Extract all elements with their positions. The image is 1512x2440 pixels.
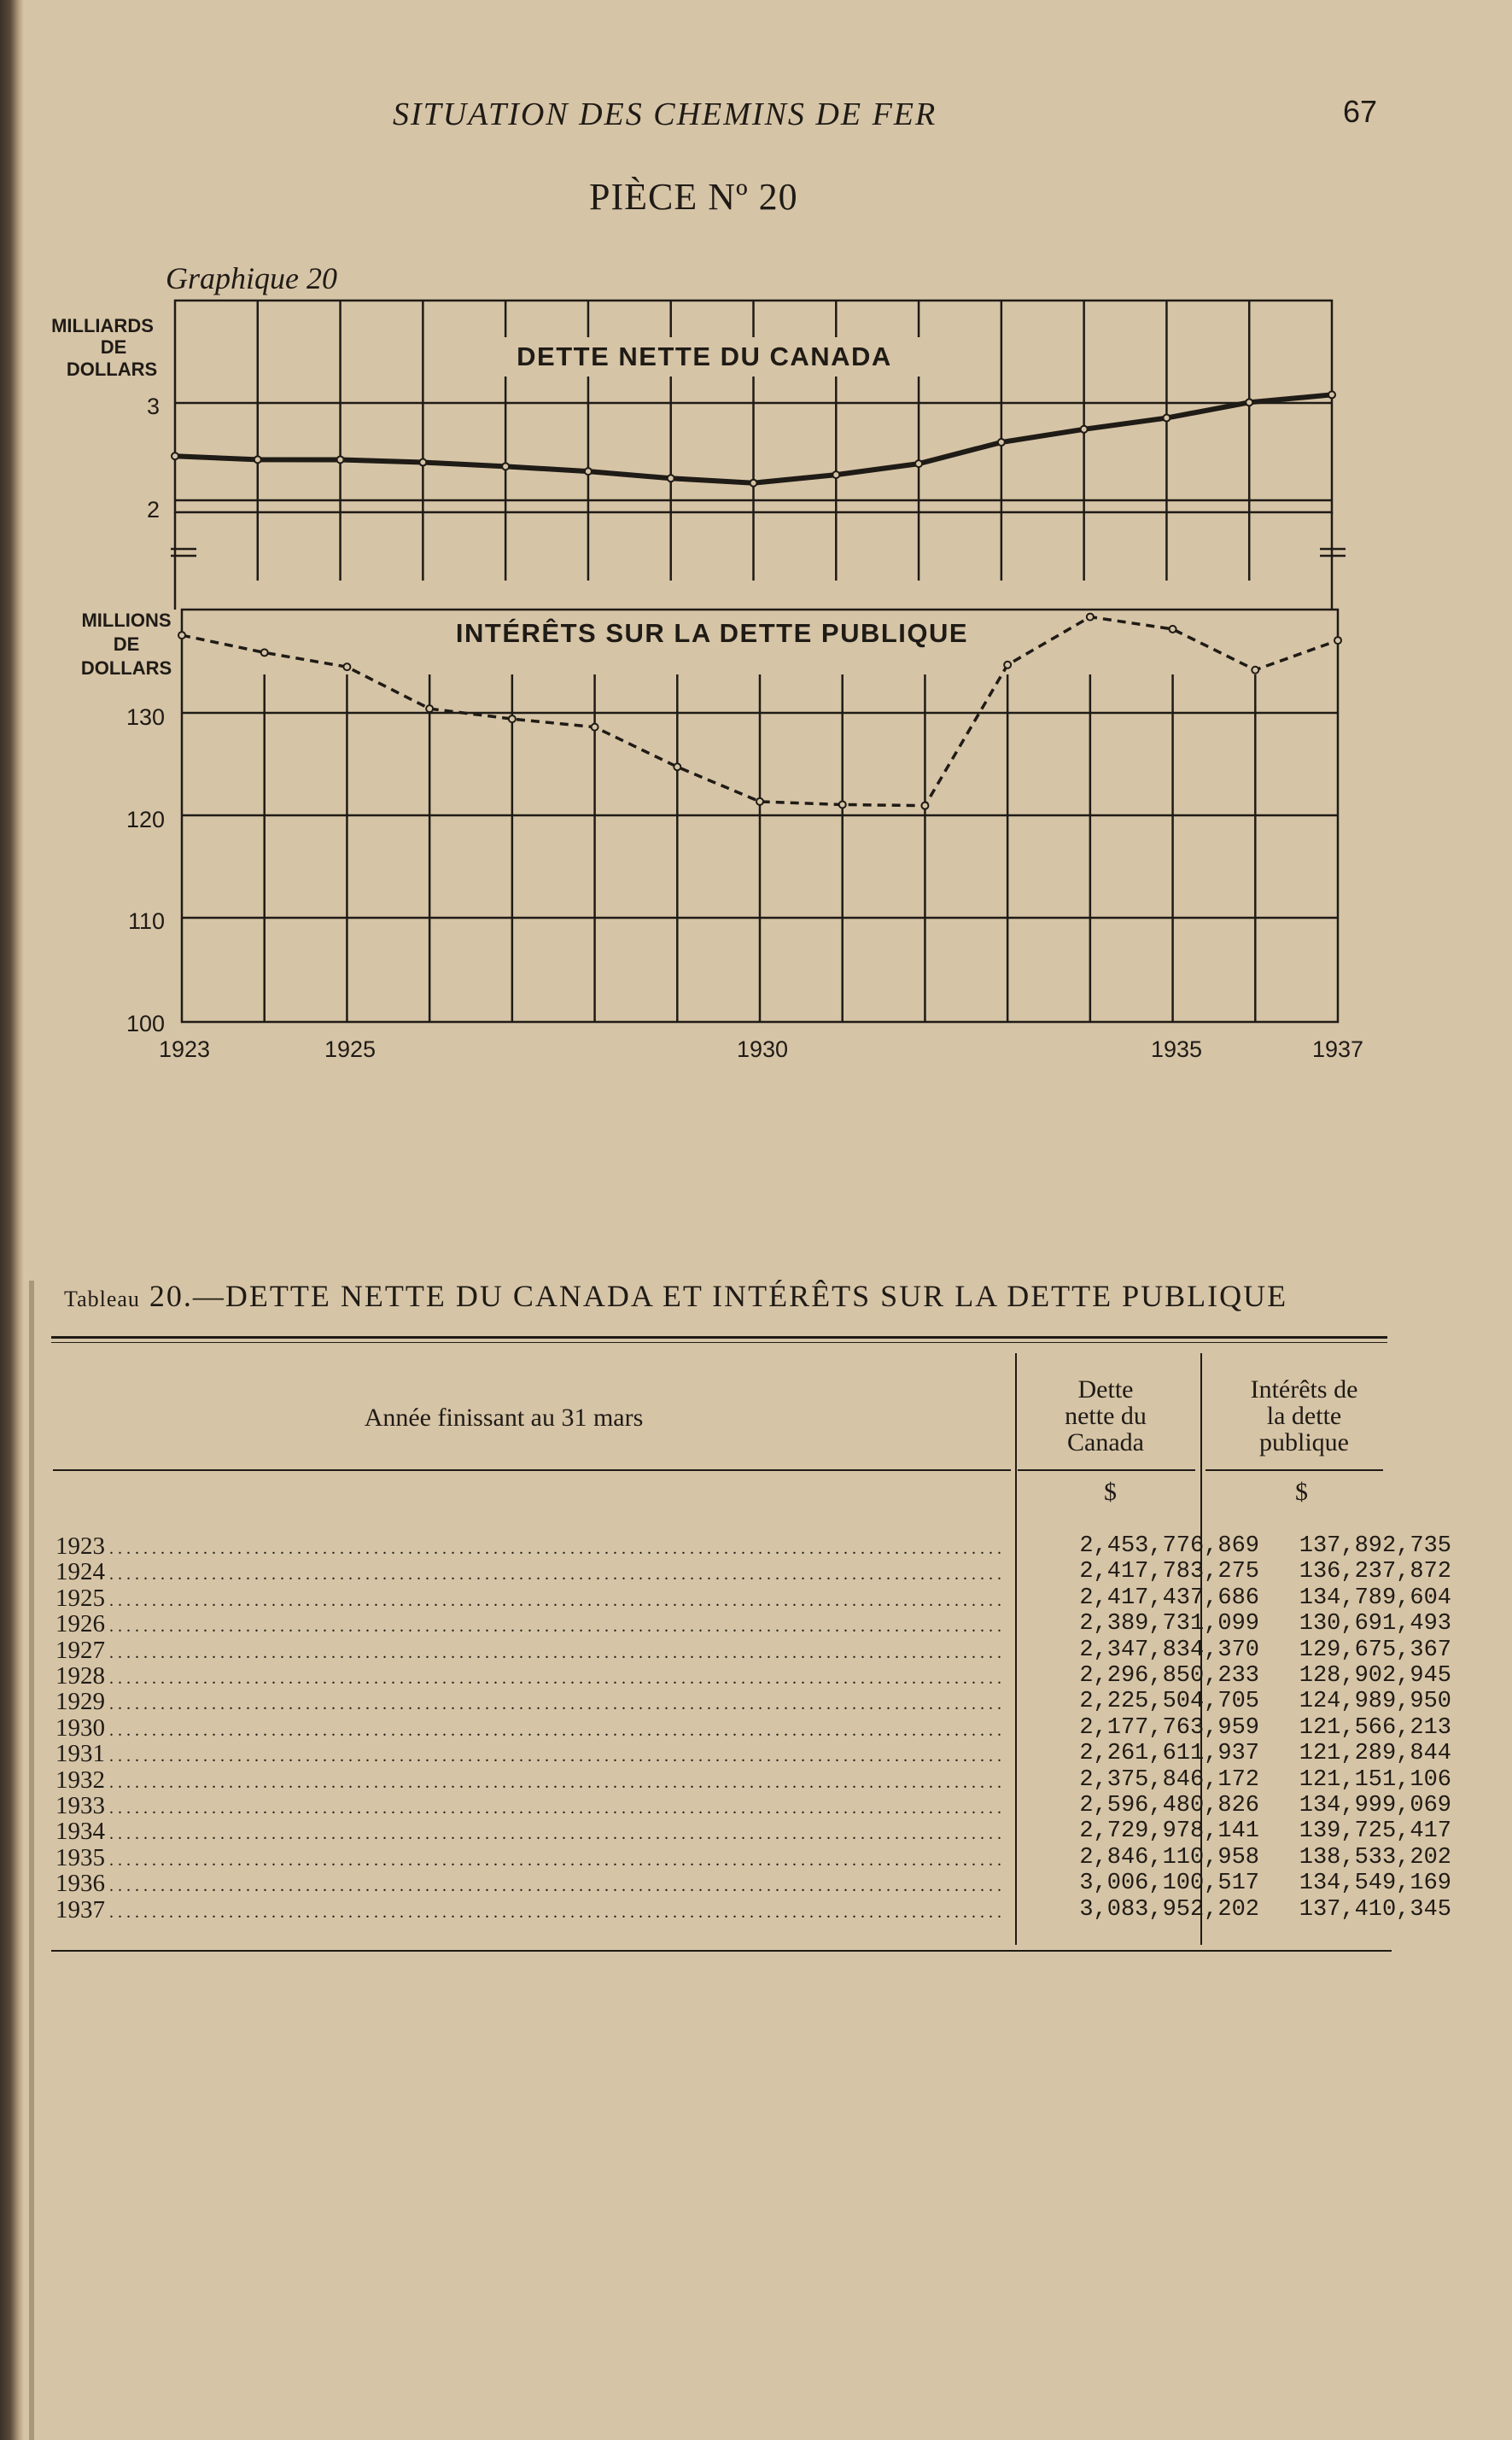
- row-dette: 3,006,100,517: [1079, 1871, 1259, 1897]
- series-interets-point: [839, 801, 846, 808]
- series-dette-point: [172, 452, 178, 459]
- lower-ylabel-line1: MILLIONS: [81, 610, 172, 631]
- row-interets: 130,691,493: [1299, 1611, 1451, 1637]
- xtick-1935: 1935: [1150, 1036, 1203, 1062]
- upper-ytick-2: 2: [146, 497, 160, 522]
- row-interets: 129,675,367: [1299, 1637, 1451, 1663]
- series-interets-point: [178, 632, 185, 639]
- row-interets: 139,725,417: [1299, 1818, 1451, 1845]
- chart-caption: Graphique 20: [166, 261, 337, 295]
- row-dette: 2,347,834,370: [1079, 1637, 1259, 1663]
- lower-ylabel-line3: DOLLARS: [80, 657, 172, 679]
- series-dette-point: [419, 459, 426, 466]
- header-interets-line2: la dette: [1266, 1402, 1342, 1430]
- series-interets-point: [756, 798, 763, 805]
- lower-ylabel-line2: DE: [113, 633, 140, 655]
- header-dette-line3: Canada: [1067, 1428, 1144, 1456]
- series-dette-point: [502, 463, 509, 470]
- row-interets: 134,549,169: [1299, 1871, 1451, 1897]
- row-year: 1926 . . .: [55, 1611, 1003, 1640]
- page-number: 67: [1343, 94, 1378, 129]
- series-dette-point: [1328, 391, 1335, 398]
- upper-ylabel-line3: DOLLARS: [66, 359, 158, 380]
- row-year: 1930 . . .: [55, 1715, 1003, 1744]
- table-top-rule-2: [51, 1342, 1387, 1343]
- running-head: SITUATION DES CHEMINS DE FER: [393, 96, 937, 132]
- row-dette: 2,729,978,141: [1079, 1818, 1259, 1845]
- lower-ytick-130: 130: [126, 704, 165, 730]
- series-dette-point: [832, 471, 839, 478]
- series-dette-point: [750, 480, 757, 487]
- series-dette-point: [585, 468, 592, 475]
- row-dette: 2,375,846,172: [1079, 1766, 1259, 1793]
- table-title: [64, 1278, 1287, 1314]
- series-interets-point: [343, 663, 350, 670]
- row-dette: 2,261,611,937: [1079, 1741, 1259, 1767]
- xtick-1923: 1923: [158, 1036, 211, 1062]
- series-interets-point: [1252, 667, 1258, 674]
- upper-ytick-3: 3: [146, 394, 160, 419]
- series-dette-point: [254, 456, 261, 463]
- table-top-rule: [51, 1336, 1387, 1339]
- series-interets-point: [674, 763, 680, 770]
- row-interets: 134,789,604: [1299, 1585, 1451, 1611]
- row-year: 1924 . . .: [55, 1559, 1003, 1588]
- xtick-1925: 1925: [324, 1036, 377, 1062]
- row-dette: 2,177,763,959: [1079, 1714, 1259, 1741]
- series-interets-point: [509, 715, 516, 722]
- xtick-1937: 1937: [1311, 1036, 1364, 1062]
- row-interets: 121,289,844: [1299, 1741, 1451, 1767]
- row-dette: 2,417,437,686: [1079, 1585, 1259, 1611]
- row-dette: 2,389,731,099: [1079, 1611, 1259, 1637]
- row-year: 1925 . . .: [55, 1585, 1003, 1614]
- row-year: 1923 . . .: [55, 1533, 1003, 1562]
- series-interets-point: [1087, 614, 1094, 621]
- row-year: 1934 . . .: [55, 1818, 1003, 1848]
- lower-panel-title: INTÉRÊTS SUR LA DETTE PUBLIQUE: [455, 618, 969, 648]
- row-year: 1935 . . .: [55, 1845, 1003, 1874]
- row-dette: 2,596,480,826: [1079, 1793, 1259, 1818]
- row-dette: 2,846,110,958: [1079, 1844, 1259, 1871]
- row-interets: 137,892,735: [1299, 1533, 1451, 1559]
- unit-dette: $: [1104, 1478, 1117, 1506]
- row-interets: 128,902,945: [1299, 1663, 1451, 1689]
- row-dette: 2,296,850,233: [1079, 1663, 1259, 1689]
- header-bottom-rule-mid: [1018, 1469, 1195, 1471]
- header-interets-line1: Intérêts de: [1250, 1375, 1358, 1404]
- row-dette: 2,225,504,705: [1079, 1689, 1259, 1715]
- header-dette-line1: Dette: [1077, 1375, 1134, 1404]
- series-dette-point: [1163, 415, 1170, 422]
- series-interets-point: [426, 705, 433, 712]
- series-dette-point: [668, 475, 674, 482]
- upper-ylabel-line1: MILLIARDS: [51, 315, 154, 336]
- piece-title: PIÈCE Nº 20: [589, 176, 798, 218]
- series-interets-point: [1334, 637, 1341, 644]
- row-dette: 2,417,783,275: [1079, 1559, 1259, 1585]
- series-dette-point: [915, 460, 922, 467]
- series-dette-point: [998, 439, 1005, 446]
- header-year: Année finissant au 31 mars: [364, 1404, 644, 1432]
- lower-ytick-100: 100: [126, 1011, 165, 1036]
- header-interets: [1212, 1376, 1396, 1456]
- series-interets-point: [1004, 662, 1011, 668]
- row-interets: 138,533,202: [1299, 1844, 1451, 1871]
- row-year: 1928 . . .: [55, 1663, 1003, 1692]
- xtick-1930: 1930: [736, 1036, 789, 1062]
- header-dette: [1016, 1376, 1195, 1456]
- table-title-prefix: Tableau: [64, 1287, 140, 1311]
- row-interets: 124,989,950: [1299, 1689, 1451, 1715]
- series-interets-point: [1170, 626, 1176, 633]
- row-year: 1936 . . .: [55, 1871, 1003, 1900]
- header-bottom-rule-right: [1206, 1469, 1383, 1471]
- row-interets: 137,410,345: [1299, 1896, 1451, 1923]
- series-interets-point: [921, 803, 928, 809]
- lower-ytick-110: 110: [127, 908, 165, 934]
- row-interets: 121,151,106: [1299, 1766, 1451, 1793]
- row-year: 1933 . . .: [55, 1793, 1003, 1822]
- header-dette-line2: nette du: [1065, 1402, 1147, 1430]
- row-interets: 136,237,872: [1299, 1559, 1451, 1585]
- unit-interets: $: [1295, 1478, 1308, 1506]
- upper-panel-title: DETTE NETTE DU CANADA: [517, 341, 892, 371]
- row-year: 1932 . . .: [55, 1767, 1003, 1796]
- table-bottom-rule: [51, 1950, 1392, 1952]
- header-interets-line3: publique: [1259, 1428, 1349, 1456]
- row-year: 1931 . . .: [55, 1741, 1003, 1770]
- binding-shadow: [29, 1281, 34, 2440]
- chart-graphique-20: [0, 248, 1512, 1084]
- series-dette-point: [1246, 399, 1252, 406]
- series-dette-point: [1081, 426, 1088, 433]
- row-year: 1937 . . .: [55, 1897, 1003, 1926]
- row-year: 1929 . . .: [55, 1689, 1003, 1718]
- series-interets-point: [592, 724, 598, 731]
- table-title-text: 20.—DETTE NETTE DU CANADA ET INTÉRÊTS SUR LA DETTE PUBLIQUE: [139, 1279, 1288, 1313]
- header-bottom-rule-left: [53, 1469, 1011, 1471]
- row-interets: 134,999,069: [1299, 1793, 1451, 1818]
- row-interets: 121,566,213: [1299, 1714, 1451, 1741]
- series-dette-point: [337, 456, 344, 463]
- lower-ytick-120: 120: [126, 807, 165, 832]
- series-interets-point: [261, 649, 268, 656]
- row-dette: 2,453,776,869: [1079, 1533, 1259, 1559]
- row-dette: 3,083,952,202: [1079, 1896, 1259, 1923]
- chart-grid: [171, 301, 1346, 1022]
- upper-ylabel-line2: DE: [100, 336, 127, 358]
- row-year: 1927 . . .: [55, 1637, 1003, 1667]
